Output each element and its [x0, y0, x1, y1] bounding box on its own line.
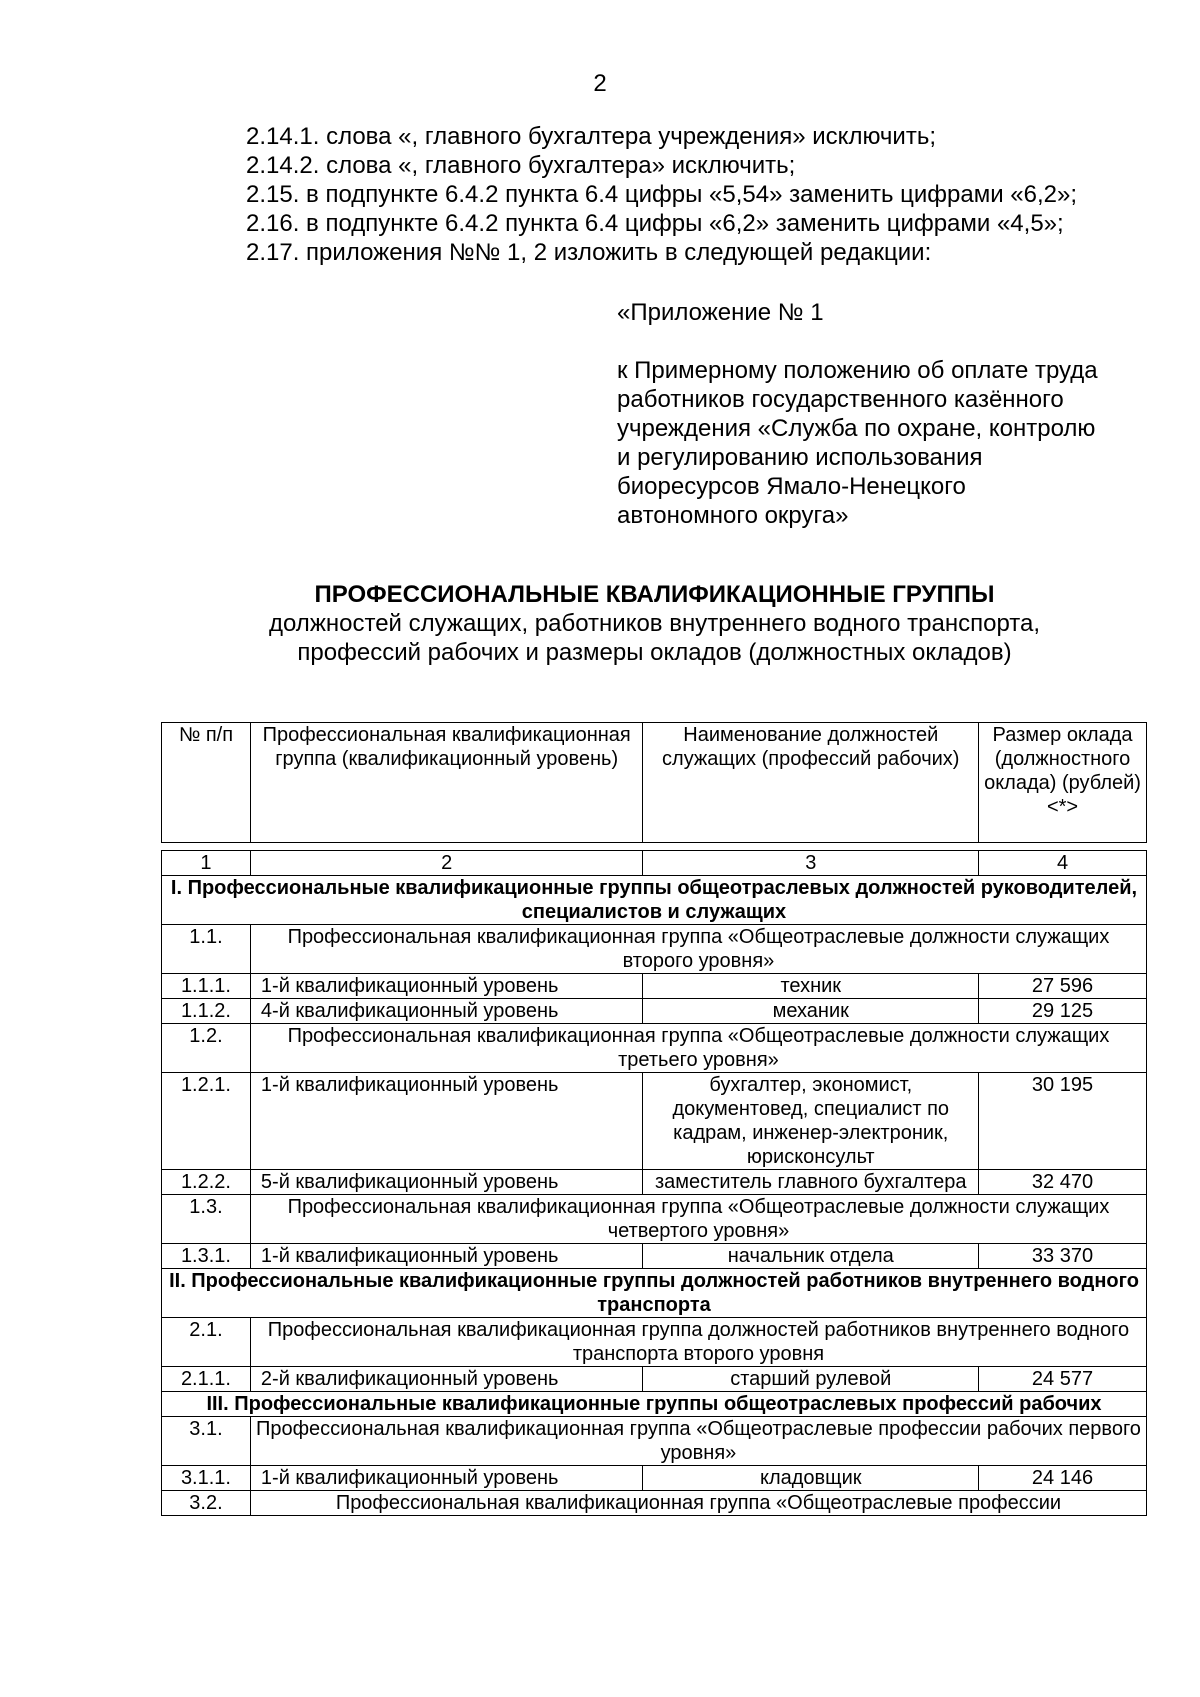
appendix-line: учреждения «Служба по охране, контролю — [617, 415, 1096, 442]
column-number: 4 — [979, 851, 1147, 876]
table-row — [162, 1244, 1147, 1269]
group-row — [162, 1024, 1147, 1073]
group-title: Профессиональная квалификационная группа «Общеотраслевые профессии — [250, 1491, 1146, 1516]
appendix-line: работников государственного казённого — [617, 386, 1064, 413]
row-num: 1.2. — [162, 1024, 251, 1073]
header-positions: Наименование должностей служащих (профессий рабочих) — [643, 723, 979, 843]
appendix-line: к Примерному положению об оплате труда — [617, 357, 1098, 384]
row-num: 3.1. — [162, 1417, 251, 1466]
appendix-line: биоресурсов Ямало-Ненецкого — [617, 473, 966, 500]
header-gap — [162, 843, 1147, 851]
row-positions: бухгалтер, экономист, документовед, специалист по кадрам, инженер-электроник, юрисконсульт — [643, 1073, 979, 1170]
group-row — [162, 1195, 1147, 1244]
appendix-line: автономного округа» — [617, 502, 849, 529]
heading-subtitle-line: профессий рабочих и размеры окладов (должностных окладов) — [297, 639, 1012, 666]
group-row — [162, 1417, 1147, 1466]
section-title: III. Профессиональные квалификационные группы общеотраслевых профессий рабочих — [162, 1392, 1147, 1417]
row-level: 1-й квалификационный уровень — [250, 1073, 643, 1170]
row-num: 3.1.1. — [162, 1466, 251, 1491]
row-level: 1-й квалификационный уровень — [250, 1244, 643, 1269]
paragraph-2-15: 2.15. в подпункте 6.4.2 пункта 6.4 цифры «5,54» заменить цифрами «6,2»; — [246, 181, 1078, 208]
table-row — [162, 1170, 1147, 1195]
appendix-line: и регулированию использования — [617, 444, 983, 471]
row-salary: 30 195 — [979, 1073, 1147, 1170]
group-row — [162, 925, 1147, 974]
row-num: 1.1.1. — [162, 974, 251, 999]
document-heading — [163, 580, 1146, 667]
row-level: 1-й квалификационный уровень — [250, 1466, 643, 1491]
row-num: 1.1.2. — [162, 999, 251, 1024]
appendix-block — [617, 298, 1157, 530]
table-row — [162, 974, 1147, 999]
row-positions: старший рулевой — [643, 1367, 979, 1392]
table-header-row — [162, 723, 1147, 843]
section-row — [162, 1392, 1147, 1417]
row-num: 3.2. — [162, 1491, 251, 1516]
amendment-paragraphs — [163, 122, 1146, 267]
group-title: Профессиональная квалификационная группа должностей работников внутреннего водного транспорта второго уровня — [250, 1318, 1146, 1367]
appendix-title: «Приложение № 1 — [617, 299, 824, 326]
section-title: II. Профессиональные квалификационные группы должностей работников внутреннего водного транспорта — [162, 1269, 1147, 1318]
row-salary: 24 146 — [979, 1466, 1147, 1491]
row-num: 1.3.1. — [162, 1244, 251, 1269]
row-positions: заместитель главного бухгалтера — [643, 1170, 979, 1195]
section-row — [162, 1269, 1147, 1318]
row-num: 1.3. — [162, 1195, 251, 1244]
section-row — [162, 876, 1147, 925]
row-salary: 27 596 — [979, 974, 1147, 999]
group-row — [162, 1491, 1147, 1516]
group-title: Профессиональная квалификационная группа «Общеотраслевые должности служащих четвертого уровня» — [250, 1195, 1146, 1244]
section-title: I. Профессиональные квалификационные группы общеотраслевых должностей руководителей, специалистов и служащих — [162, 876, 1147, 925]
header-num: № п/п — [162, 723, 251, 843]
header-salary: Размер оклада (должностного оклада) (рублей) <*> — [979, 723, 1147, 843]
column-numbers-row — [162, 851, 1147, 876]
row-num: 2.1. — [162, 1318, 251, 1367]
row-num: 1.2.1. — [162, 1073, 251, 1170]
row-salary: 33 370 — [979, 1244, 1147, 1269]
row-salary: 32 470 — [979, 1170, 1147, 1195]
group-title: Профессиональная квалификационная группа «Общеотраслевые должности служащих второго уровня» — [250, 925, 1146, 974]
heading-subtitle-line: должностей служащих, работников внутреннего водного транспорта, — [268, 610, 1041, 637]
row-salary: 24 577 — [979, 1367, 1147, 1392]
paragraph-2-14-1: 2.14.1. слова «, главного бухгалтера учреждения» исключить; — [246, 123, 936, 150]
column-number: 2 — [250, 851, 643, 876]
row-salary: 29 125 — [979, 999, 1147, 1024]
row-positions: механик — [643, 999, 979, 1024]
qualification-groups-table — [161, 722, 1147, 1516]
page-number: 2 — [593, 70, 607, 97]
group-title: Профессиональная квалификационная группа «Общеотраслевые должности служащих третьего уровня» — [250, 1024, 1146, 1073]
row-level: 2-й квалификационный уровень — [250, 1367, 643, 1392]
table-row — [162, 1466, 1147, 1491]
paragraph-2-16: 2.16. в подпункте 6.4.2 пункта 6.4 цифры «6,2» заменить цифрами «4,5»; — [246, 210, 1064, 237]
row-positions: кладовщик — [643, 1466, 979, 1491]
table-row — [162, 1367, 1147, 1392]
table-row — [162, 1073, 1147, 1170]
paragraph-2-14-2: 2.14.2. слова «, главного бухгалтера» исключить; — [246, 152, 796, 179]
column-number: 1 — [162, 851, 251, 876]
row-level: 1-й квалификационный уровень — [250, 974, 643, 999]
row-level: 5-й квалификационный уровень — [250, 1170, 643, 1195]
column-number: 3 — [643, 851, 979, 876]
row-num: 1.2.2. — [162, 1170, 251, 1195]
group-row — [162, 1318, 1147, 1367]
heading-title: ПРОФЕССИОНАЛЬНЫЕ КВАЛИФИКАЦИОННЫЕ ГРУППЫ — [314, 581, 995, 608]
row-num: 2.1.1. — [162, 1367, 251, 1392]
row-level: 4-й квалификационный уровень — [250, 999, 643, 1024]
paragraph-2-17: 2.17. приложения №№ 1, 2 изложить в следующей редакции: — [246, 239, 932, 266]
group-title: Профессиональная квалификационная группа «Общеотраслевые профессии рабочих первого уровня» — [250, 1417, 1146, 1466]
table-row — [162, 999, 1147, 1024]
header-group: Профессиональная квалификационная группа (квалификационный уровень) — [250, 723, 643, 843]
row-positions: начальник отдела — [643, 1244, 979, 1269]
row-num: 1.1. — [162, 925, 251, 974]
row-positions: техник — [643, 974, 979, 999]
